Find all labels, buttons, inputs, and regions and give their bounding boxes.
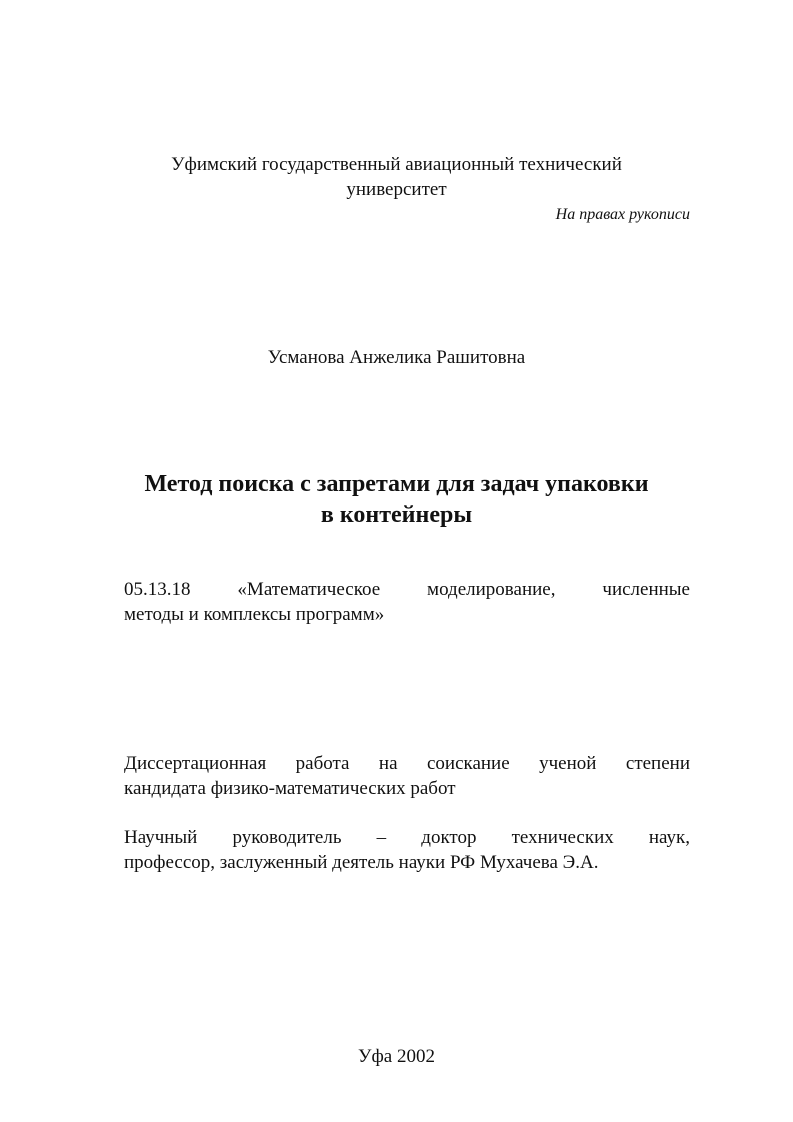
dissertation-title-line2: в контейнеры <box>320 502 473 528</box>
dissertation-title-line1: Метод поиска с запретами для задач упаковки <box>144 471 649 497</box>
university-name-line1: Уфимский государственный авиационный технический <box>171 154 622 175</box>
author-name: Усманова Анжелика Рашитовна <box>267 347 526 368</box>
city-year: Уфа 2002 <box>358 1046 435 1067</box>
degree-line1: Диссертационная работа на соискание ученой степени <box>124 753 690 774</box>
supervisor-line1: Научный руководитель – доктор технических наук, <box>124 827 690 848</box>
specialty-line2: методы и комплексы программ» <box>124 604 385 625</box>
manuscript-note: На правах рукописи <box>555 206 690 223</box>
specialty-line1: 05.13.18 «Математическое моделирование, численные <box>124 579 690 600</box>
degree-line2: кандидата физико-математических работ <box>124 778 456 799</box>
university-name-line2: университет <box>346 179 447 200</box>
supervisor-line2: профессор, заслуженный деятель науки РФ Мухачева Э.А. <box>124 852 599 873</box>
